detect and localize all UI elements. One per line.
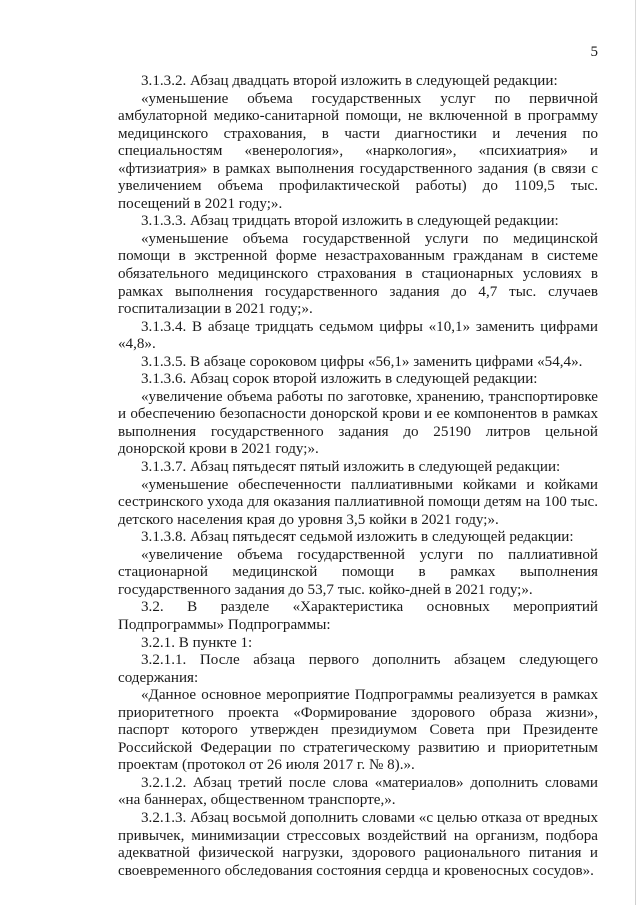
paragraph-3-1-3-8-text: «увеличение объема государственной услуги по паллиативной стационарной медицинской помощи в рамках выполнения государственного задания до 53,7 тыс. койко-дней в 2021 году;». (118, 546, 598, 598)
paragraph-3-2: 3.2. В разделе «Характеристика основных мероприятий Подпрограммы» Подпрограммы: (118, 599, 598, 633)
paragraph-3-1-3-4: 3.1.3.4. В абзаце тридцать седьмом цифры «10,1» заменить цифрами «4,8». (118, 318, 598, 353)
paragraph-3-1-3-7-heading: 3.1.3.7. Абзац пятьдесят пятый изложить в следующей редакции: (141, 459, 561, 476)
scan-edge (635, 0, 636, 905)
paragraph-3-1-3-8-heading: 3.1.3.8. Абзац пятьдесят седьмой изложить в следующей редакции: (141, 529, 574, 546)
paragraph-3-2-1-1-text: «Данное основное мероприятие Подпрограммы реализуется в рамках приоритетного проекта «Формирование здорового образа жизни», паспорт которого утвержден президиумом Совета при Президенте Российской Федерации по стратегическому развитию и приоритетным проектам (протокол от 26 июля 2017 г. № 8).». (118, 687, 598, 774)
paragraph-3-2-1-2: 3.2.1.2. Абзац третий после слова «материалов» дополнить словами «на баннерах, общественном транспорте,». (118, 774, 598, 809)
paragraph-3-2-1-3: 3.2.1.3. Абзац восьмой дополнить словами «с целью отказа от вредных привычек, минимизации стрессовых воздействий на организм, подбора адекватной физической нагрузки, здорового рационального питания и своевременного обследования состояния сердца и кровеносных сосудов». (118, 809, 598, 879)
paragraph-3-1-3-5: 3.1.3.5. В абзаце сороковом цифры «56,1» заменить цифрами «54,4». (141, 353, 583, 370)
paragraph-3-1-3-3-text: «уменьшение объема государственной услуги по медицинской помощи в экстренной форме незастрахованным гражданам в системе обязательного медицинского страхования в стационарных условиях в рамках выполнения государственного задания до 4,7 тыс. случаев госпитализации в 2021 году;». (118, 230, 598, 318)
paragraph-3-1-3-7-text: «уменьшение обеспеченности паллиативными койками и койками сестринского ухода для оказания паллиативной помощи детям на 100 тыс. детского населения края до уровня 3,5 койки в 2021 году;». (118, 476, 598, 528)
page-number: 5 (590, 44, 598, 60)
paragraph-3-1-3-3-heading: 3.1.3.3. Абзац тридцать второй изложить в следующей редакции: (141, 213, 559, 230)
document-body (118, 73, 598, 880)
paragraph-3-2-1: 3.2.1. В пункте 1: (141, 634, 253, 651)
paragraph-3-1-3-2-heading: 3.1.3.2. Абзац двадцать второй изложить в следующей редакции: (141, 73, 558, 89)
paragraph-3-1-3-6-heading: 3.1.3.6. Абзац сорок второй изложить в следующей редакции: (141, 371, 538, 388)
paragraph-3-2-1-1-heading: 3.2.1.1. После абзаца первого дополнить абзацем следующего содержания: (118, 652, 598, 686)
paragraph-3-1-3-2-text: «уменьшение объема государственных услуг по первичной амбулаторной медико-санитарной помощи, не включенной в программу медицинского страхования, в части диагностики и лечения по специальностям «венерология», «наркология», «психиатрия» и «фтизиатрия» в рамках выполнения государственного задания (в связи с увеличением объема профилактической работы) до 1109,5 тыс. посещений в 2021 году;». (118, 90, 598, 212)
paragraph-3-1-3-6-text: «увеличение объема работы по заготовке, хранению, транспортировке и обеспечению безопасности донорской крови и ее компонентов в рамках выполнения государственного задания до 25190 литров цельной донорской крови в 2021 году;». (118, 388, 598, 458)
